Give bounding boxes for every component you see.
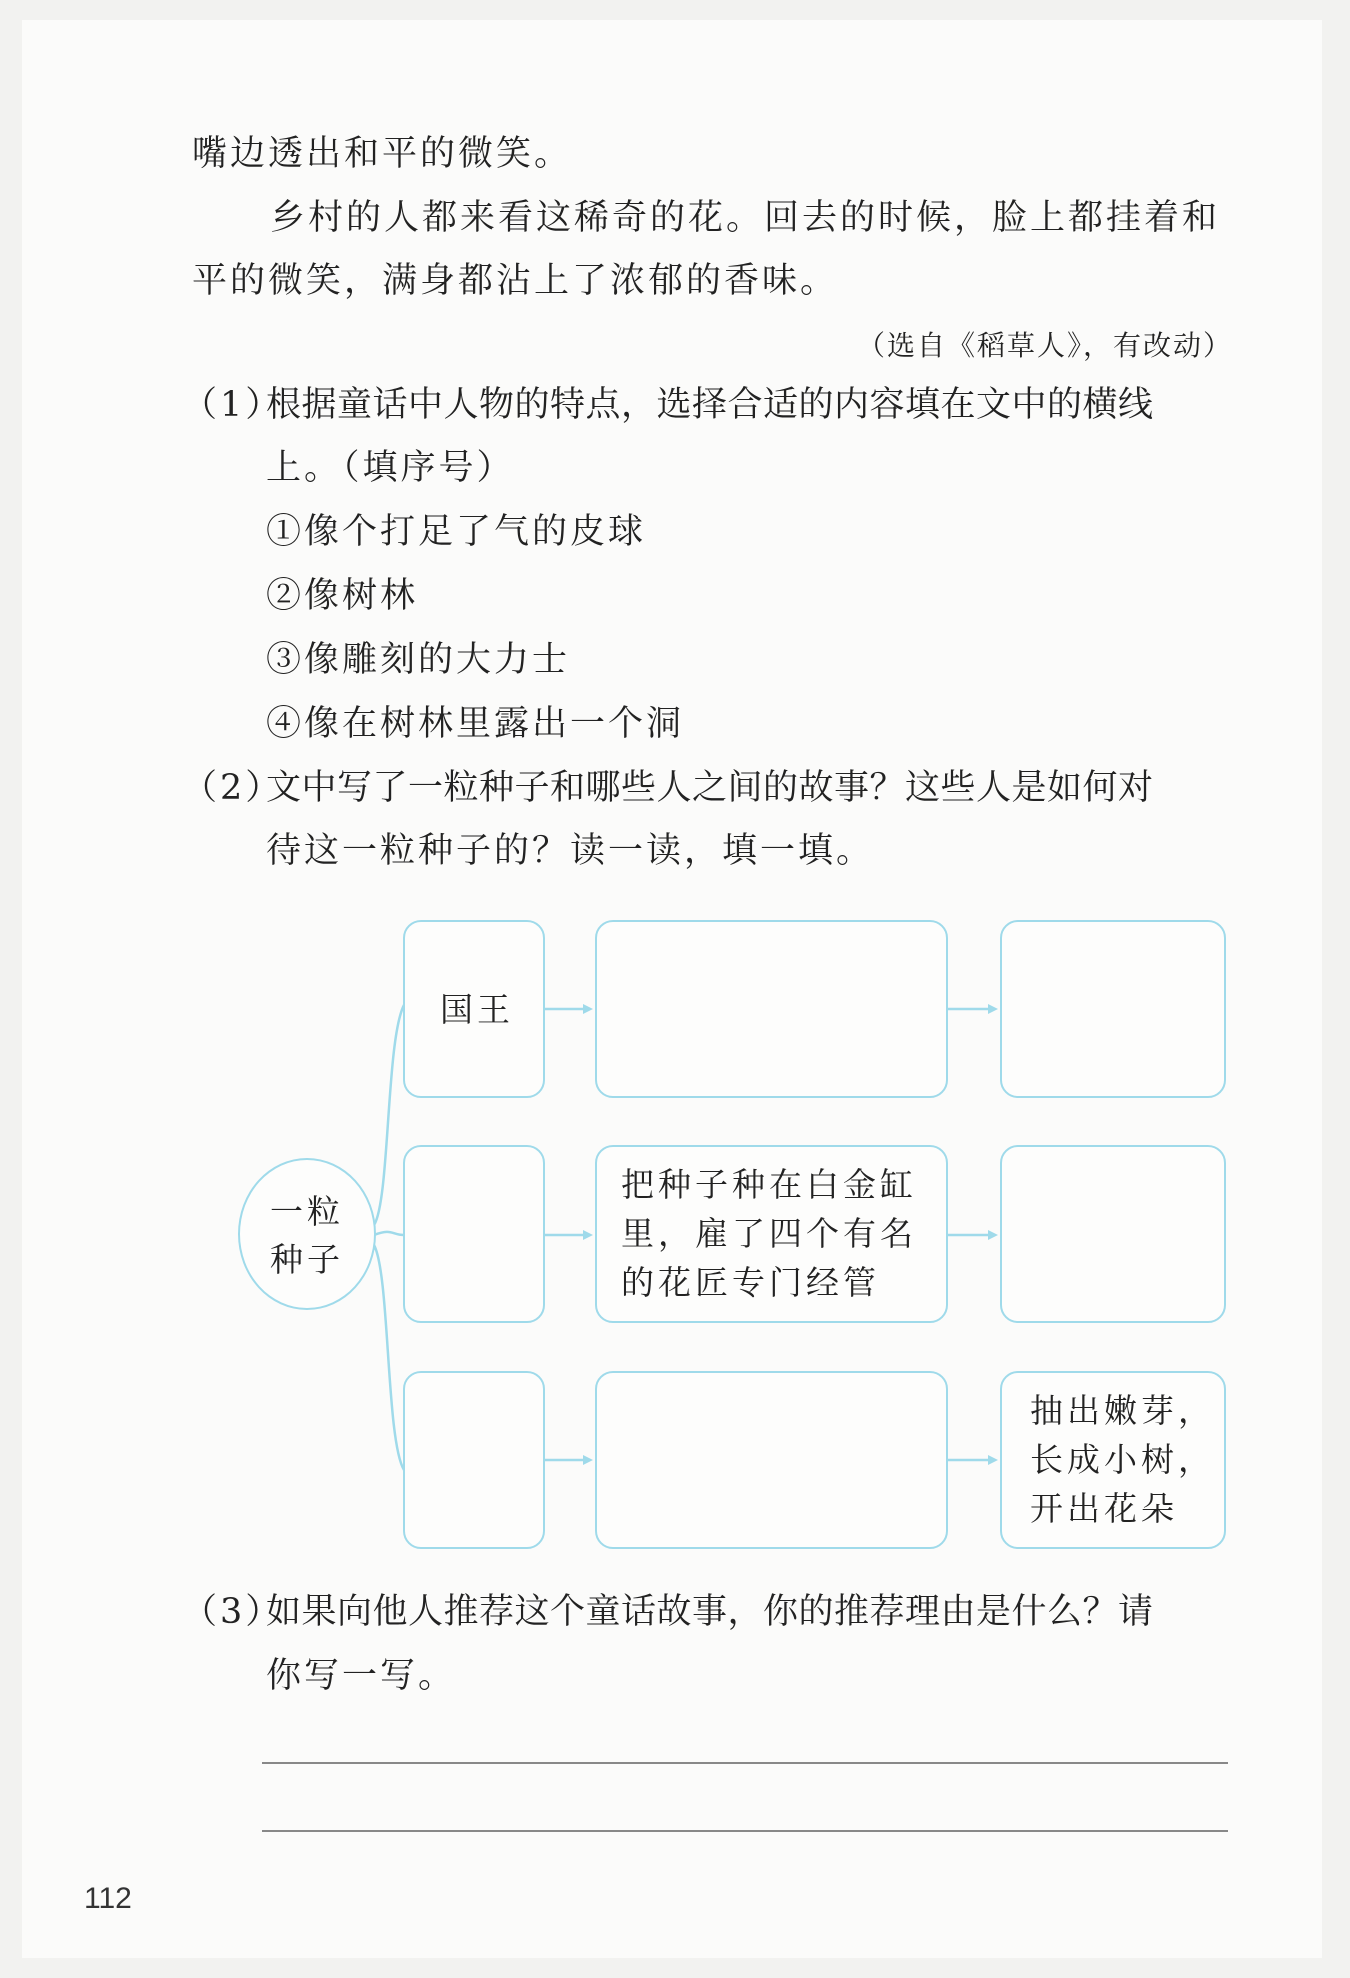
passage-line-2: 乡村的人都来看这稀奇的花。回去的时候，脸上都挂着和 [270,198,1221,238]
q1-option-2: ②像树林 [266,576,419,616]
q3-text-line-1: 如果向他人推荐这个童话故事，你的推荐理由是什么？请 [266,1592,1154,1632]
center-label-line-1: 一粒 [270,1192,344,1231]
row2-action-line-1: 把种子种在白金缸 [621,1165,917,1204]
q1-option-1: ①像个打足了气的皮球 [266,512,647,552]
page-number: 112 [84,1882,132,1915]
row1-action-blank[interactable] [595,920,948,1098]
row3-person-blank[interactable] [403,1371,545,1549]
q1-option-3: ③像雕刻的大力士 [266,640,571,680]
q3-text-line-2: 你写一写。 [266,1656,457,1696]
q1-option-4: ④像在树林里露出一个洞 [266,704,685,744]
row3-result-line-1: 抽出嫩芽， [1030,1391,1215,1430]
answer-line-1[interactable] [262,1762,1228,1764]
answer-line-2[interactable] [262,1830,1228,1832]
row3-result-line-2: 长成小树， [1030,1440,1215,1479]
row2-action-line-3: 的花匠专门经管 [621,1263,880,1302]
row3-result-line-3: 开出花朵 [1030,1489,1178,1528]
center-label-line-2: 种子 [270,1240,344,1279]
q1-text-line-1: 根据童话中人物的特点，选择合适的内容填在文中的横线 [266,385,1154,425]
passage-line-3: 平的微笑，满身都沾上了浓郁的香味。 [192,261,839,301]
q2-label: （2） [182,768,284,808]
row2-person-blank[interactable] [403,1145,545,1323]
q3-label: （3） [182,1592,284,1632]
row1-result-blank[interactable] [1000,920,1226,1098]
row2-action-line-2: 里，雇了四个有名 [621,1214,917,1253]
row3-action-blank[interactable] [595,1371,948,1549]
row1-person-label: 国王 [440,990,514,1029]
passage-source: （选自《稻草人》，有改动） [857,329,1234,362]
q2-text-line-2: 待这一粒种子的？读一读，填一填。 [266,831,875,871]
q1-label: （1） [182,385,284,425]
passage-line-1: 嘴边透出和平的微笑。 [192,134,573,174]
row2-result-blank[interactable] [1000,1145,1226,1323]
q1-text-line-2: 上。（填序号） [266,448,515,488]
q2-text-line-1: 文中写了一粒种子和哪些人之间的故事？这些人是如何对 [266,768,1154,808]
